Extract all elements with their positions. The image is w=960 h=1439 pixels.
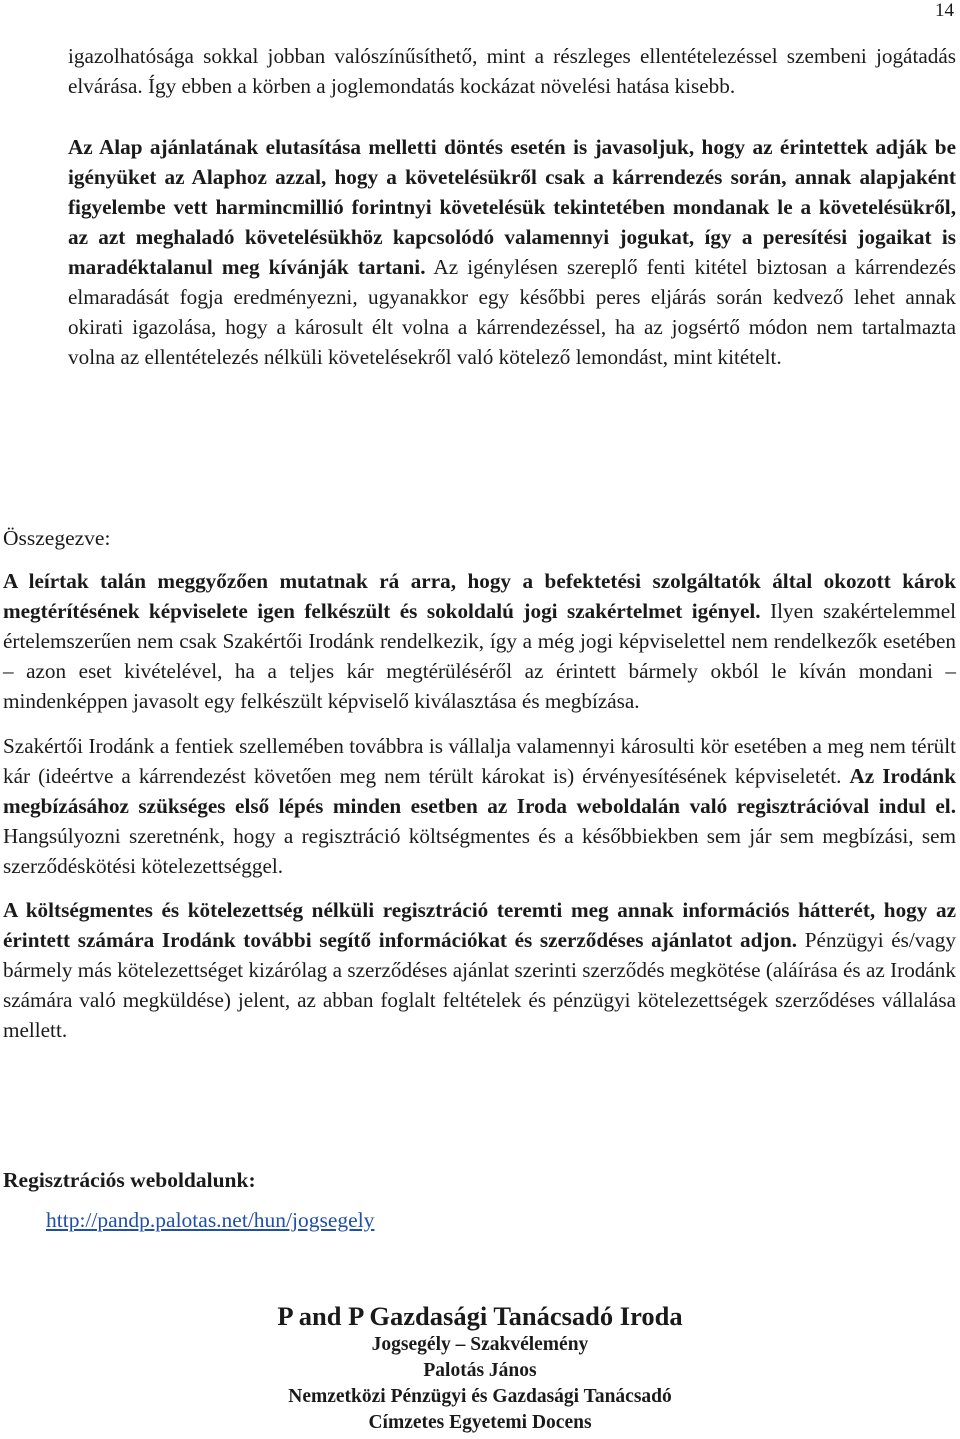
- footer-title: P and P Gazdasági Tanácsadó Iroda: [277, 1301, 683, 1331]
- intro-paragraph-2-bold: Az Alap ajánlatának elutasítása melletti döntés esetén is javasoljuk, hogy az érintettek adják be igényüket az Alaphoz azzal, hogy a követelésükről csak a kárrendezés során, annak alapjaként figyelembe vett harmincmillió forintnyi követelésük tekintetében mondanak le a követelésükről, az azt meghaladó követelésükhöz kapcsolódó valamennyi jogukat, így a peresítési jogaikat is maradéktalanul meg kívánják tartani.: [68, 135, 956, 279]
- page-number: 14: [935, 0, 954, 21]
- registration-link-wrapper: [46, 1208, 374, 1233]
- intro-paragraph-1: igazolhatósága sokkal jobban valószínűsíthető, mint a részleges ellentételezéssel szembeni jogátadás elvárása. Így ebben a körben a joglemondatás kockázat növelési hatása kisebb.: [68, 44, 956, 98]
- summary-paragraph-1-text: Ilyen szakértelemmel értelemszerűen nem csak Szakértői Irodánk rendelkezik, így a még jogi képviselettel nem rendelkezők esetében – azon eset kivételével, ha a teljes kár megtérüléséről az érintett bármely okból le kíván mondani – mindenképpen javasolt egy felkészült képviselő kiválasztása és megbízása.: [3, 599, 956, 713]
- summary-section: [3, 523, 956, 553]
- summary-paragraph-3-bold: A költségmentes és kötelezettség nélküli regisztráció teremti meg annak információs hátterét, hogy az érintett számára Irodánk további segítő információkat és szerződéses ajánlatot adjon.: [3, 898, 956, 952]
- intro-paragraph-2: [68, 132, 956, 372]
- registration-link[interactable]: http://pandp.palotas.net/hun/jogsegely: [46, 1208, 375, 1232]
- intro-paragraph-2-text: Az igénylésen szereplő fenti kitétel biztosan a kárrendezés elmaradását fogja eredményezni, ugyanakkor egy későbbi peres eljárás során kedvező lehet annak okirati igazolása, hogy a károsult élt volna a kárrendezéssel, ha az jogsértő módon nem tartalmazta volna az ellentételezés nélküli követelésekről való kötelező lemondást, mint kitételt.: [68, 255, 956, 369]
- footer-line-4: Címzetes Egyetemi Docens: [368, 1412, 592, 1433]
- footer: [0, 1300, 960, 1436]
- summary-paragraph-3-text: Pénzügyi és/vagy bármely más kötelezettséget kizárólag a szerződéses ajánlat szerinti szerződés megkötése (aláírása és az Irodánk számára való megküldése) jelent, az abban foglalt feltételek és pénzügyi kötelezettségek szerződéses vállalása mellett.: [3, 928, 956, 1042]
- summary-paragraph-1: [3, 566, 956, 716]
- summary-heading: Összegezve:: [3, 526, 111, 550]
- summary-paragraph-1-bold: A leírtak talán meggyőzően mutatnak rá arra, hogy a befektetési szolgáltatók által okozott károk megtérítésének képviselete igen felkészült és sokoldalú jogi szakértelmet igényel.: [3, 569, 956, 623]
- footer-line-2: Palotás János: [423, 1360, 537, 1381]
- summary-paragraph-2: [3, 731, 956, 881]
- summary-paragraph-2-bold: Az Irodánk megbízásához szükséges első lépés minden esetben az Iroda weboldalán való regisztrációval indul el.: [3, 764, 956, 818]
- summary-paragraph-2-text-a: Szakértői Irodánk a fentiek szellemében továbbra is vállalja valamennyi károsulti kör esetében a meg nem térült kár (ideértve a kárrendezést követően meg nem térült károkat is) érvényesítésének képviseletét.: [3, 734, 956, 788]
- registration-section: [3, 1165, 956, 1195]
- summary-body: [3, 566, 956, 1045]
- intro-section: [68, 41, 956, 372]
- summary-paragraph-3: [3, 895, 956, 1045]
- summary-paragraph-2-text-b: Hangsúlyozni szeretnénk, hogy a regisztráció költségmentes és a későbbiekben sem jár sem megbízási, sem szerződéskötési kötelezettséggel.: [3, 824, 956, 878]
- registration-label: Regisztrációs weboldalunk:: [3, 1168, 256, 1192]
- footer-line-3: Nemzetközi Pénzügyi és Gazdasági Tanácsadó: [288, 1386, 672, 1407]
- footer-line-1: Jogsegély – Szakvélemény: [371, 1334, 589, 1355]
